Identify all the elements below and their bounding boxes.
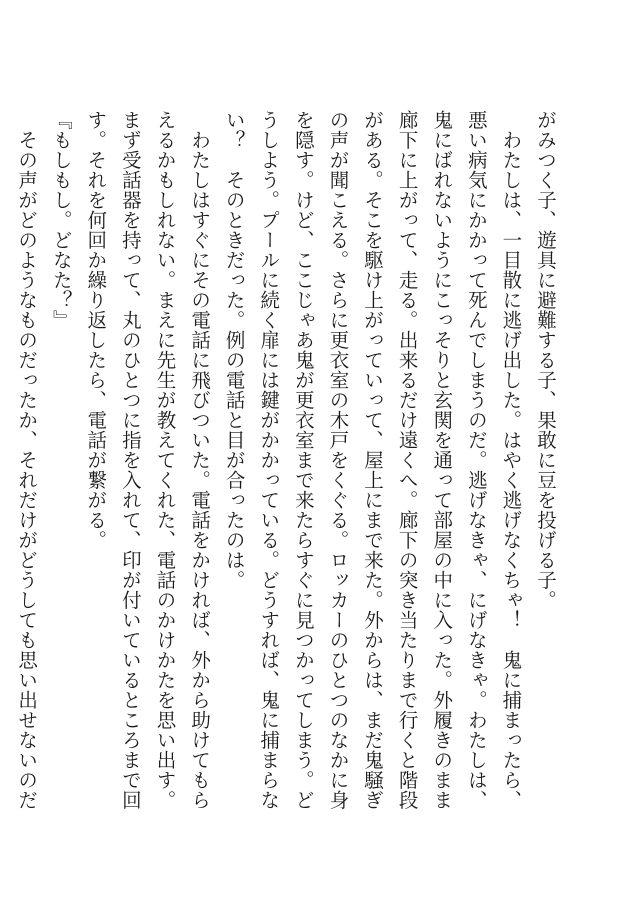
text-line: まず受話器を持って、丸のひとつに指を入れて、印が付いているところまで回 bbox=[118, 110, 142, 810]
text-line: い？ そのときだった。例の電話と目が合ったのは。 bbox=[222, 110, 246, 590]
text-line: 鬼にばれないようにこっそりと玄関を通って部屋の中に入った。外履きのまま bbox=[430, 110, 454, 810]
body-text bbox=[9, 110, 563, 810]
text-line: の声が聞こえる。さらに更衣室の木戸をくぐる。ロッカーのひとつのなかに身 bbox=[326, 110, 350, 810]
text-line: その声がどのようなものだったか、それだけがどうしても思い出せないのだ bbox=[15, 110, 39, 810]
text-line: えるかもしれない。まえに先生が教えてくれた、電話のかけかたを思い出す。 bbox=[153, 110, 177, 810]
text-line: 廊下に上がって、走る。出来るだけ遠くへ。廊下の突き当たりまで行くと階段 bbox=[395, 110, 419, 810]
text-line: を隠す。けど、ここじゃあ鬼が更衣室まで来たらすぐに見つかってしまう。ど bbox=[291, 110, 315, 810]
text-line: わたしはすぐにその電話に飛びついた。電話をかければ、外から助けてもら bbox=[188, 110, 212, 810]
text-line: す。それを何回か繰り返したら、電話が繋がる。 bbox=[84, 110, 108, 550]
text-line: 悪い病気にかかって死んでしまうのだ。逃げなきゃ、にげなきゃ。わたしは、 bbox=[464, 110, 488, 810]
text-line: がみつく子、遊具に避難する子、果敢に豆を投げる子。 bbox=[534, 110, 557, 610]
text-line: がある。そこを駆け上がっていって、屋上にまで来た。外からは、まだ鬼騒ぎ bbox=[361, 110, 385, 810]
text-line: うしよう。プールに続く扉には鍵がかかっている。どうすれば、鬼に捕まらな bbox=[257, 110, 281, 810]
text-line: わたしは、一目散に逃げ出した。はやく逃げなくちゃ！ 鬼に捕まったら、 bbox=[499, 110, 523, 810]
text-line: 『もしもし。どなた？』 bbox=[49, 110, 73, 330]
